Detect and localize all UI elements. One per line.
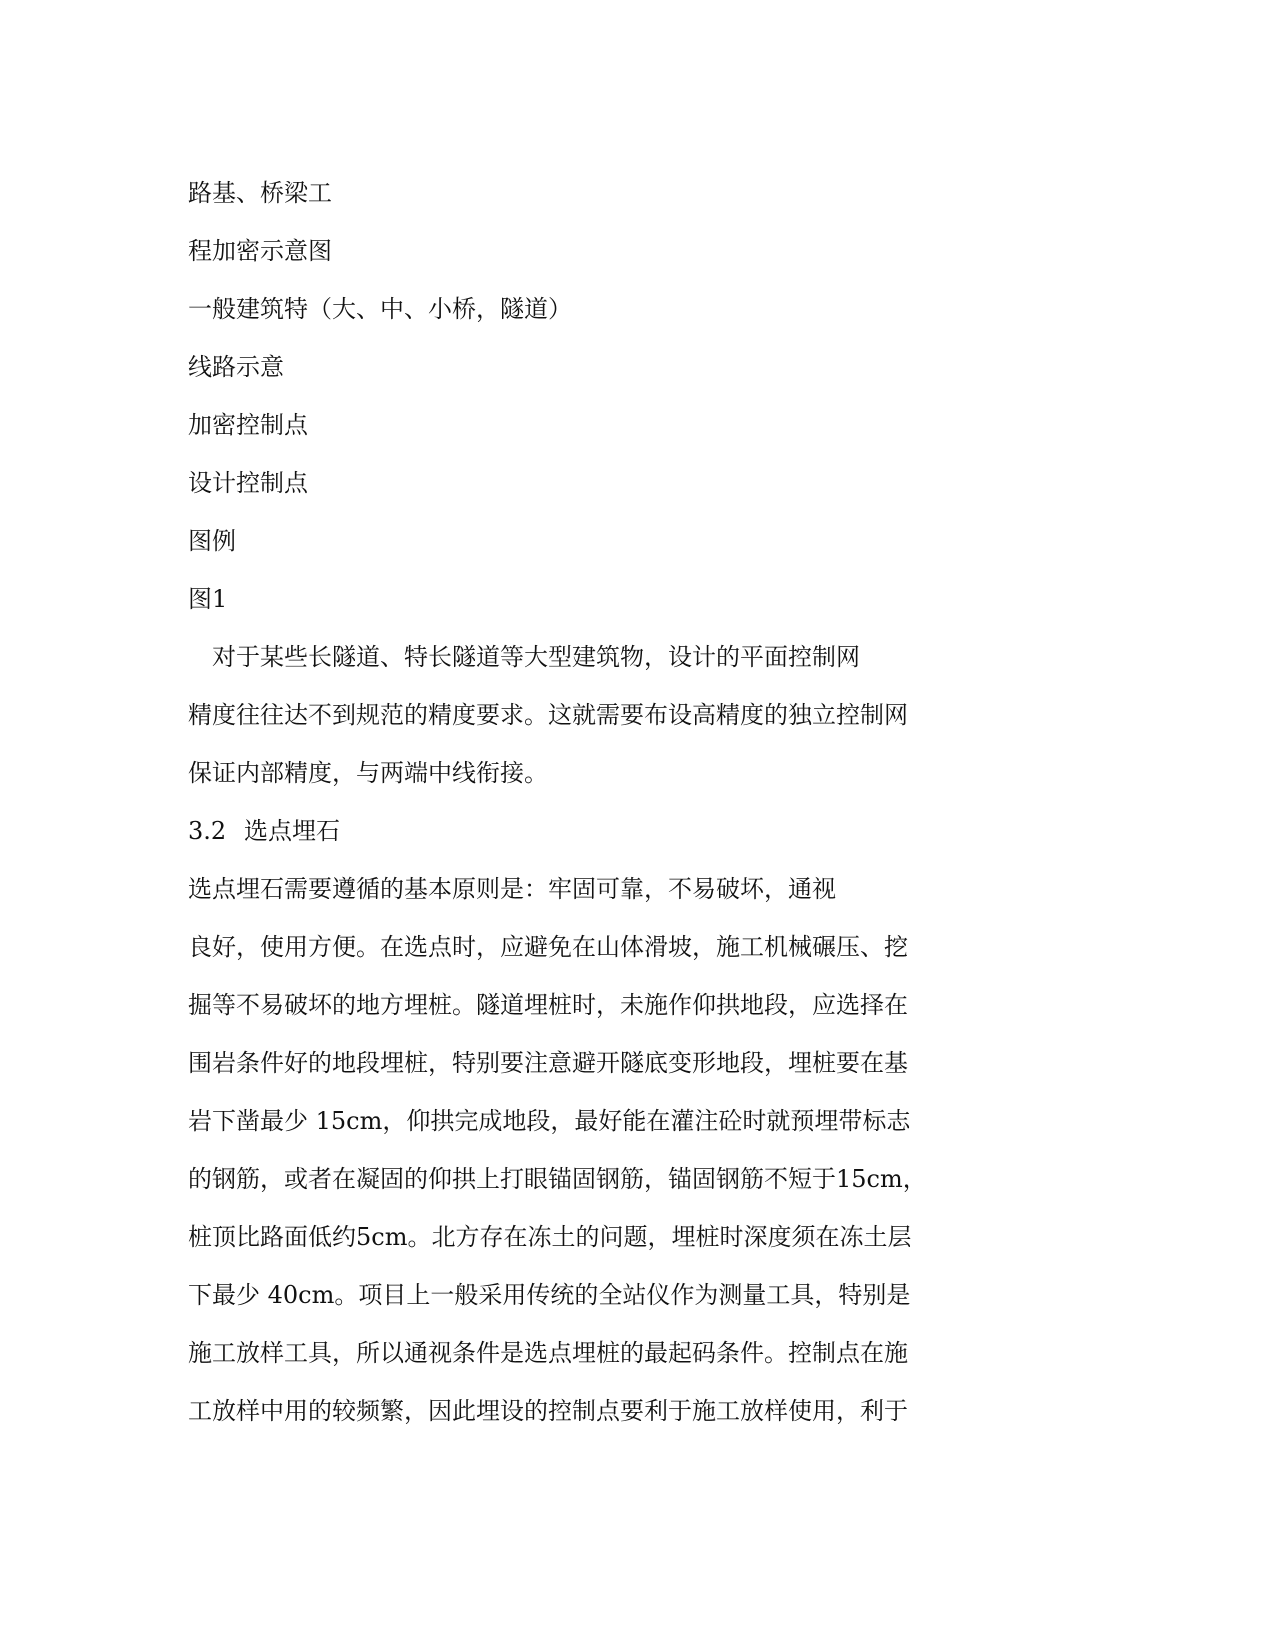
figure-label-structures: 一般建筑特（大、中、小桥，隧道） <box>188 295 572 323</box>
figure-label-densified-control-point: 加密控制点 <box>188 411 308 439</box>
section-heading <box>188 816 340 846</box>
figure-label-subgrade-bridge: 路基、桥梁工 <box>188 179 332 207</box>
paragraph1-line-3: 保证内部精度，与两端中线衔接。 <box>188 759 548 787</box>
figure-label-design-control-point: 设计控制点 <box>188 469 308 497</box>
section-title: 选点埋石 <box>244 817 340 845</box>
paragraph2-line-6: 的钢筋，或者在凝固的仰拱上打眼锚固钢筋，锚固钢筋不短于15cm， <box>188 1165 927 1193</box>
figure-label-legend: 图例 <box>188 527 236 555</box>
figure-label-densification-diagram: 程加密示意图 <box>188 237 332 265</box>
paragraph1-line-2: 精度往往达不到规范的精度要求。这就需要布设高精度的独立控制网 <box>188 701 908 729</box>
paragraph1-line-1: 对于某些长隧道、特长隧道等大型建筑物，设计的平面控制网 <box>212 643 860 671</box>
figure-caption: 图1 <box>188 585 228 613</box>
paragraph2-line-7: 桩顶比路面低约5cm。北方存在冻土的问题，埋桩时深度须在冻土层 <box>188 1223 912 1251</box>
paragraph2-line-10: 工放样中用的较频繁，因此埋设的控制点要利于施工放样使用，利于 <box>188 1397 908 1425</box>
paragraph2-line-8: 下最少 40cm。项目上一般采用传统的全站仪作为测量工具，特别是 <box>188 1281 911 1309</box>
paragraph2-line-9: 施工放样工具，所以通视条件是选点埋桩的最起码条件。控制点在施 <box>188 1339 908 1367</box>
paragraph2-line-5: 岩下凿最少 15cm，仰拱完成地段，最好能在灌注砼时就预埋带标志 <box>188 1107 911 1135</box>
paragraph2-line-4: 围岩条件好的地段埋桩，特别要注意避开隧底变形地段，埋桩要在基 <box>188 1049 908 1077</box>
figure-label-route-schematic: 线路示意 <box>188 353 284 381</box>
paragraph2-line-2: 良好，使用方便。在选点时，应避免在山体滑坡，施工机械碾压、挖 <box>188 933 908 961</box>
paragraph2-line-1: 选点埋石需要遵循的基本原则是：牢固可靠，不易破坏，通视 <box>188 875 836 903</box>
paragraph2-line-3: 掘等不易破坏的地方埋桩。隧道埋桩时，未施作仰拱地段，应选择在 <box>188 991 908 1019</box>
section-number: 3.2 <box>188 817 227 845</box>
